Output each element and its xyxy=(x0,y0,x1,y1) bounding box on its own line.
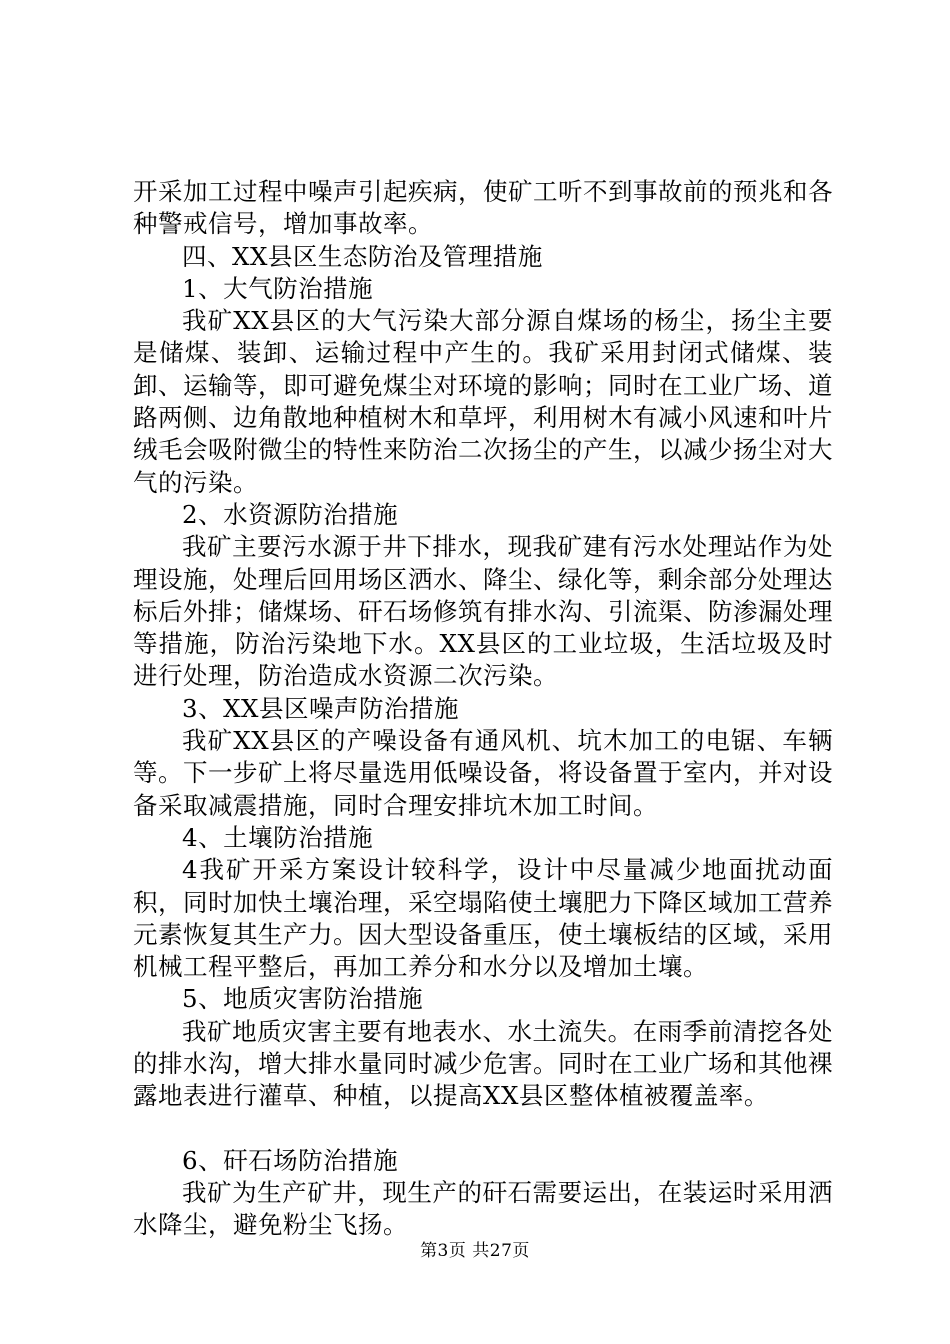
paragraph-noise: 我矿XX县区的产噪设备有通风机、坑木加工的电锯、车辆等。下一步矿上将尽量选用低噪设备，将设备置于室内，并对设备采取减震措施，同时合理安排坑木加工时间。 xyxy=(133,726,833,820)
paragraph-gangue: 我矿为生产矿井，现生产的矸石需要运出，在装运时采用洒水降尘，避免粉尘飞扬。 xyxy=(133,1177,833,1240)
page-number-footer: 第3页 共27页 xyxy=(420,1241,530,1261)
paragraph-geology: 我矿地质灾害主要有地表水、水土流失。在雨季前清挖各处的排水沟，增大排水量同时减少危害。同时在工业广场和其他裸露地表进行灌草、种植，以提高XX县区整体植被覆盖率。 xyxy=(133,1016,833,1111)
section-heading-ecology: 四、XX县区生态防治及管理措施 xyxy=(182,241,543,271)
subheading-geology: 5、地质灾害防治措施 xyxy=(182,984,424,1014)
paragraph-soil: 4我矿开采方案设计较科学，设计中尽量减少地面扰动面积，同时加快土壤治理，采空塌陷使土壤肥力下降区域加工营养元素恢复其生产力。因大型设备重压，使土壤板结的区域，采用机械工程平整后，再加工养分和水分以及增加土壤。 xyxy=(133,855,833,982)
paragraph-noise-effects: 开采加工过程中噪声引起疾病，使矿工听不到事故前的预兆和各种警戒信号，增加事故率。 xyxy=(133,177,833,239)
subheading-water: 2、水资源防治措施 xyxy=(182,499,399,529)
paragraph-air: 我矿XX县区的大气污染大部分源自煤场的杨尘，扬尘主要是储煤、装卸、运输过程中产生的。我矿采用封闭式储煤、装卸、运输等，即可避免煤尘对环境的影响；同时在工业广场、道路两侧、边角散地种植树木和草坪，利用树木有减小风速和叶片绒毛会吸附微尘的特性来防治二次扬尘的产生，以减少扬尘对大气的污染。 xyxy=(133,306,833,497)
paragraph-spacer xyxy=(133,1113,833,1145)
subheading-gangue: 6、矸石场防治措施 xyxy=(182,1145,399,1175)
subheading-air: 1、大气防治措施 xyxy=(182,273,374,303)
subheading-noise: 3、XX县区噪声防治措施 xyxy=(182,693,459,723)
subheading-soil: 4、土壤防治措施 xyxy=(182,822,374,852)
document-body xyxy=(133,176,833,1242)
paragraph-water: 我矿主要污水源于井下排水，现我矿建有污水处理站作为处理设施，处理后回用场区洒水、降尘、绿化等，剩余部分处理达标后外排；储煤场、矸石场修筑有排水沟、引流渠、防渗漏处理等措施，防治污染地下水。XX县区的工业垃圾，生活垃圾及时进行处理，防治造成水资源二次污染。 xyxy=(133,532,833,691)
